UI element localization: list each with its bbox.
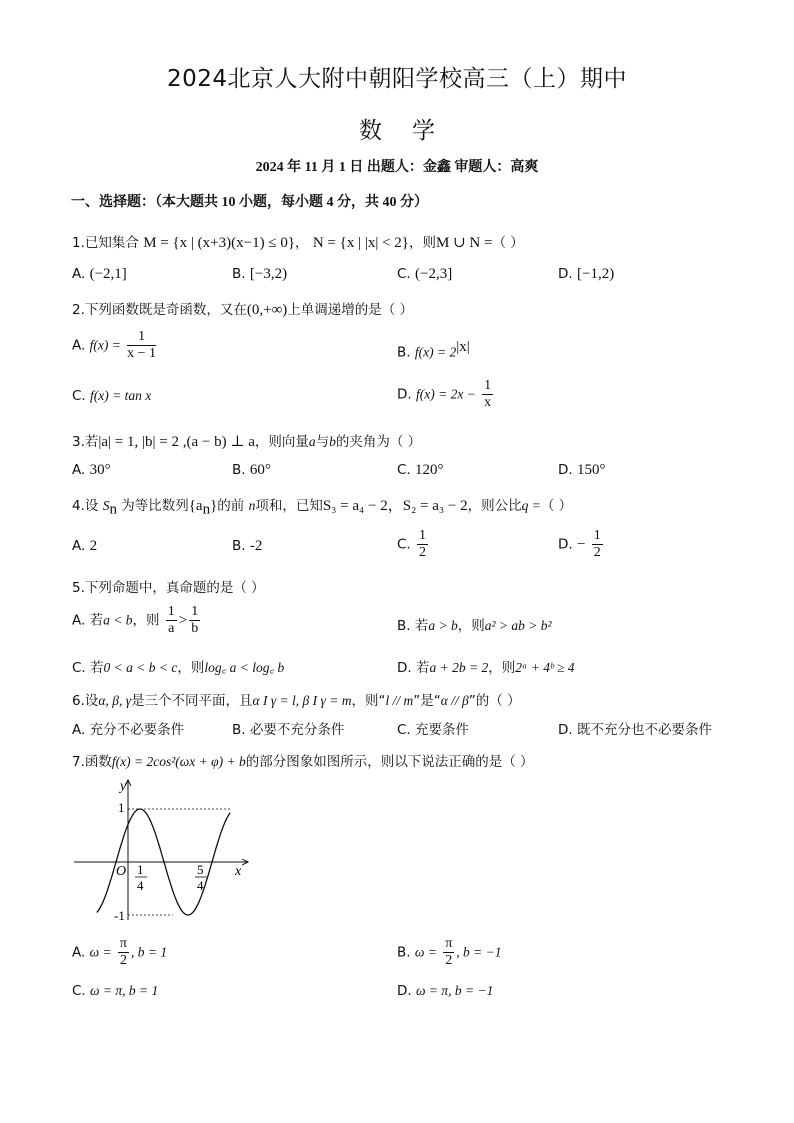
q3-option-a: A. 30°: [72, 462, 111, 478]
q6-option-c: C. 充要条件: [397, 722, 470, 738]
q3-option-d: D. 150°: [558, 462, 606, 478]
q4-option-b: B. -2: [232, 538, 263, 554]
q4-option-c: C. $\frac{1}{2}$: [397, 528, 427, 560]
q7-option-a: A. ω = $\frac{\pi}{2}$ , b = 1: [72, 936, 168, 968]
set-n: N = {x | |x| < 2}: [312, 235, 409, 251]
exam-title: 2024北京人大附中朝阳学校高三（上）期中: [166, 66, 628, 92]
x2-num: 5: [197, 862, 204, 877]
question-6: 6.设α, β, γ是三个不同平面，且α I γ = l, β I γ = m，则“l // m”是“α // β”的（ ）: [72, 693, 521, 709]
q2-option-d: D. f(x) = 2x − $\frac{1}{x}$: [397, 378, 492, 410]
q5-option-c: C. 若0 < a < b < c，则log꜀ a < log꜀ b: [72, 660, 285, 676]
q3-option-b: B. 60°: [232, 462, 271, 478]
origin-label: O: [116, 864, 127, 879]
q1-option-c: C. (−2,3]: [397, 266, 453, 282]
q2-option-a: A. f(x) = $\frac{1}{x - 1}$: [72, 329, 157, 361]
question-4: 4.设 $S_n$ 为等比数列$\{a_n\}$的前 n项和，已知S₃ = a₄ − 2，S₂ = a₃ − 2，则公比q =（ ）: [72, 498, 573, 518]
q5-option-a: A. 若a < b，则 $\frac{1}{a}$ > $\frac{1}{b}$: [72, 604, 199, 636]
q-number: 1.: [72, 235, 85, 251]
q2-option-b: B. $f(x) = 2^{|x|}$: [397, 339, 470, 361]
y-max-label: 1: [118, 800, 125, 815]
q6-option-b: B. 必要不充分条件: [232, 722, 345, 738]
x2-den: 4: [197, 878, 204, 893]
q4-option-a: A. 2: [72, 538, 98, 554]
exam-meta: 2024 年 11 月 1 日 出题人：金鑫 审题人：高爽: [255, 160, 539, 175]
question-1: 1.已知集合 M = {x | (x+3)(x−1) ≤ 0}， N = {x | |x| < 2}，则M ∪ N =（ ）: [72, 235, 524, 251]
section-heading: 一、选择题：（本大题共 10 小题，每小题 4 分，共 40 分）: [71, 195, 428, 210]
q4-option-d: D. − $\frac{1}{2}$: [558, 528, 601, 560]
q7-function-graph: [70, 774, 255, 924]
q5-option-d: D. 若a + 2b = 2，则2ᵃ + 4ᵇ ≥ 4: [397, 660, 575, 676]
q5-option-b: B. 若a > b，则a² > ab > b²: [397, 618, 552, 634]
set-m: M = {x | (x+3)(x−1) ≤ 0}: [143, 235, 296, 251]
q3-option-c: C. 120°: [397, 462, 444, 478]
exam-subject: 数学: [359, 118, 465, 144]
x1-num: 1: [137, 862, 144, 877]
q7-option-c: C. ω = π, b = 1: [72, 983, 159, 999]
q7-option-d: D. ω = π, b = −1: [397, 983, 494, 999]
x-axis-label: x: [235, 864, 242, 879]
y-axis-label: y: [120, 779, 127, 794]
q6-option-d: D. 既不充分也不必要条件: [558, 722, 712, 738]
q1-option-a: A. (−2,1]: [72, 266, 127, 282]
question-7: 7.函数f(x) = 2cos²(ωx + φ) + b的部分图象如图所示，则以下说法正确的是（ ）: [72, 754, 534, 770]
q1-option-b: B. [−3,2): [232, 266, 288, 282]
q2-option-c: C. f(x) = tan x: [72, 388, 152, 404]
question-3: 3.若|a| = 1, |b| = 2 ,(a − b) ⊥ a，则向量a与b的夹角为（ ）: [72, 434, 422, 450]
q1-option-d: D. [−1,2): [558, 266, 615, 282]
q7-option-b: B. ω = $\frac{\pi}{2}$ , b = −1: [397, 936, 502, 968]
question-2: 2.下列函数既是奇函数，又在(0,+∞)上单调递增的是（ ）: [72, 302, 414, 318]
q6-option-a: A. 充分不必要条件: [72, 722, 185, 738]
y-min-label: -1: [114, 908, 125, 923]
question-5: 5.下列命题中，真命题的是（ ）: [72, 580, 265, 596]
x1-den: 4: [137, 878, 144, 893]
